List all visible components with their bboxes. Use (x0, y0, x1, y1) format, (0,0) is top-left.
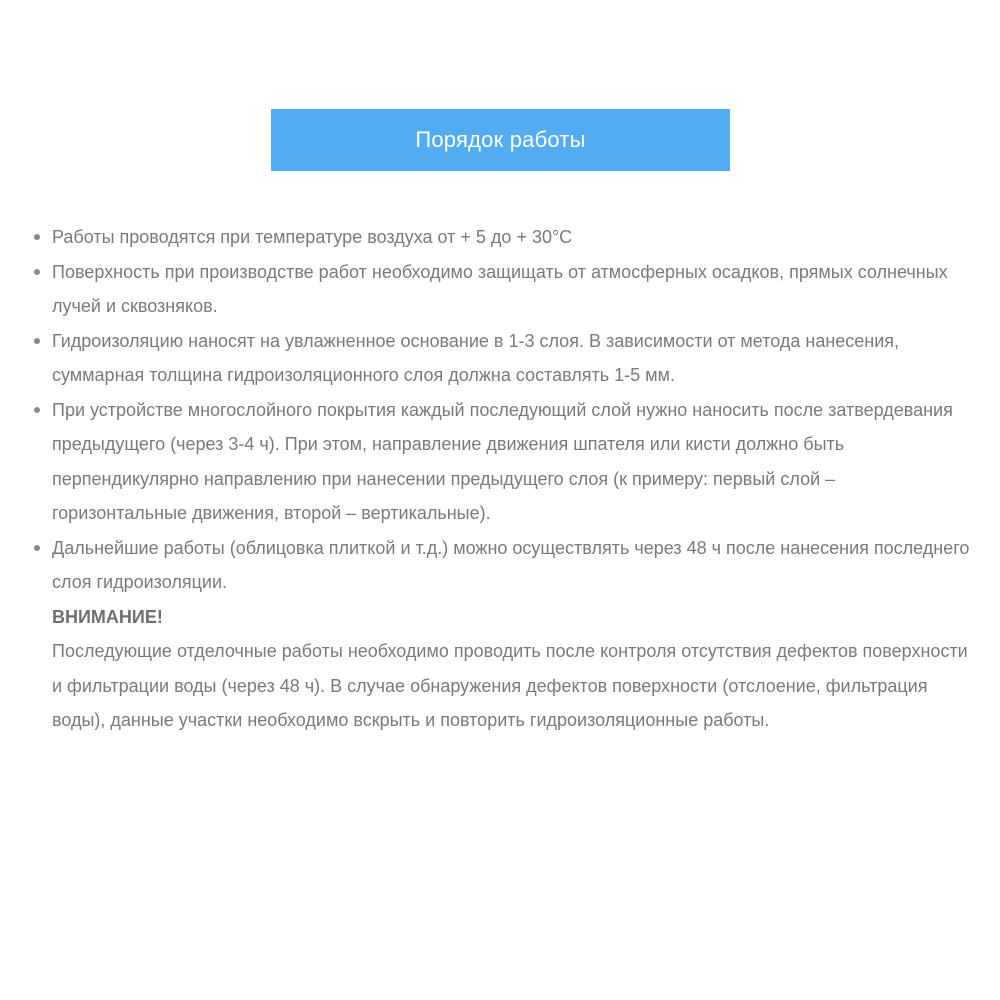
bullet-icon (34, 338, 40, 344)
warning-text: Последующие отделочные работы необходимо проводить после контроля отсутствия дефектов поверхности и фильтрации воды (через 48 ч). В случае обнаружения дефектов поверхности (отслоение, фильтрация воды), данные участки необходимо вскрыть и повторить гидроизоляционные работы. (52, 641, 968, 730)
list-item (32, 220, 972, 255)
list-item (32, 531, 972, 600)
procedure-list (32, 220, 972, 600)
list-item-text: Дальнейшие работы (облицовка плиткой и т.д.) можно осуществлять через 48 ч после нанесения последнего слоя гидроизоляции. (52, 537, 970, 592)
bullet-icon (34, 407, 40, 413)
list-item-text: Гидроизоляцию наносят на увлажненное основание в 1-3 слоя. В зависимости от метода нанесения, суммарная толщина гидроизоляционного слоя должна составлять 1-5 мм. (52, 330, 900, 385)
list-item (32, 393, 972, 531)
list-item (32, 324, 972, 393)
bullet-icon (34, 545, 40, 551)
work-procedure-content (32, 220, 972, 738)
bullet-icon (34, 269, 40, 275)
list-item-text: При устройстве многослойного покрытия каждый последующий слой нужно наносить после затвердевания предыдущего (через 3-4 ч). При этом, направление движения шпателя или кисти должно быть перпендикулярно направлению при нанесении предыдущего слоя (к примеру: первый слой – горизонтальные движения, второй – вертикальные). (52, 399, 953, 523)
list-item-text: Работы проводятся при температуре воздуха от + 5 до + 30°С (52, 227, 573, 247)
list-item-text: Поверхность при производстве работ необходимо защищать от атмосферных осадков, прямых солнечных лучей и сквозняков. (52, 261, 948, 316)
section-header-button[interactable]: Порядок работы (271, 109, 730, 171)
warning-block (32, 600, 972, 738)
bullet-icon (34, 234, 40, 240)
warning-title: ВНИМАНИЕ! (52, 606, 163, 627)
list-item (32, 255, 972, 324)
